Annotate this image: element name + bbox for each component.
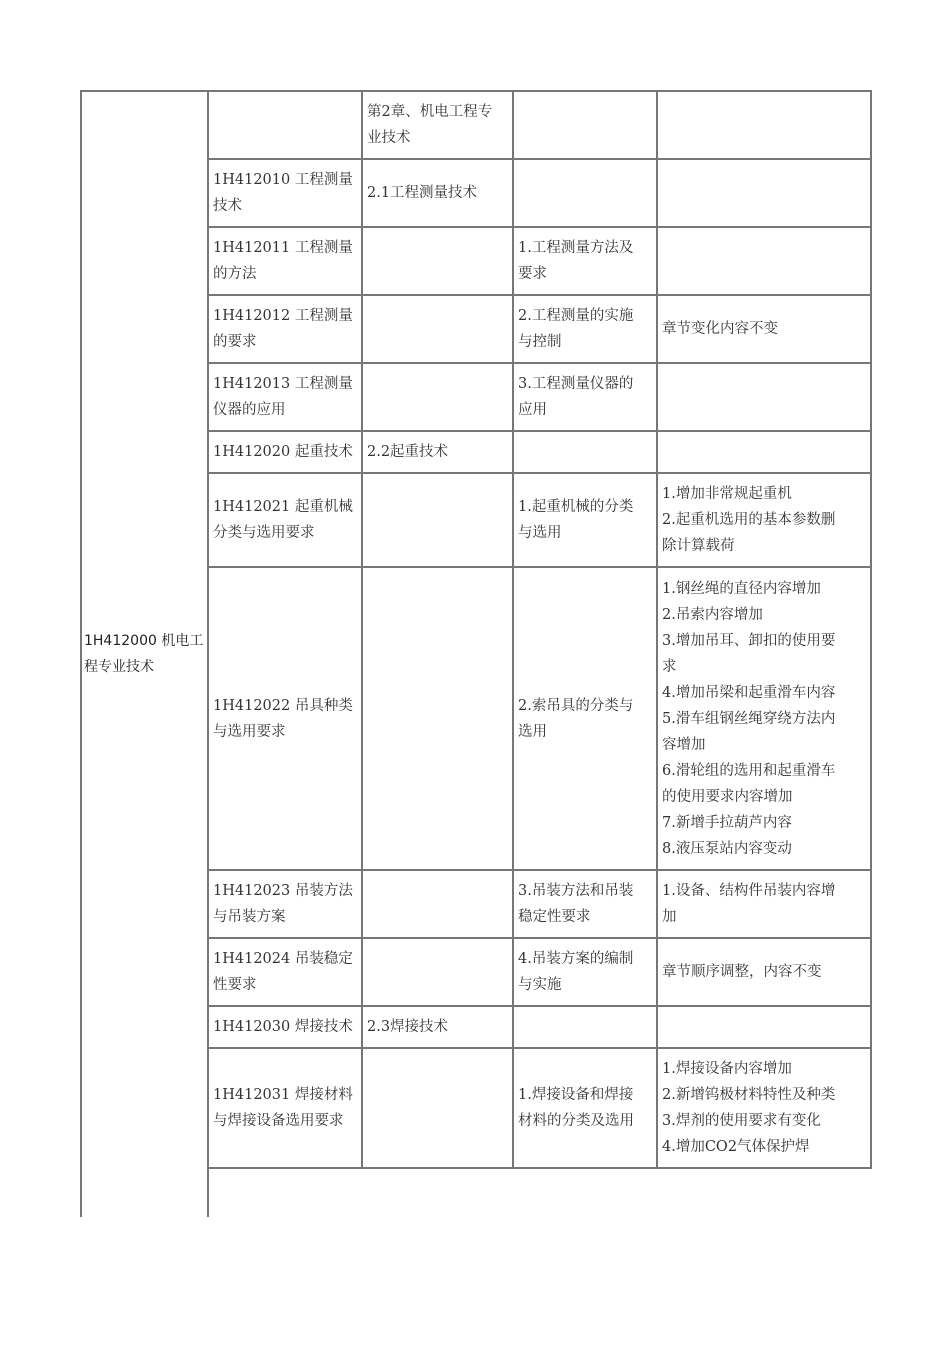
new-section-text: 1.焊接设备和焊接 材料的分类及选用 [518, 1087, 634, 1129]
old-code-cell [213, 228, 359, 294]
old-code-cell [213, 474, 359, 566]
new-chapter-cell [367, 1049, 510, 1167]
change-note-text: 1.增加非常规起重机 2.起重机选用的基本参数删 除计算载荷 [662, 486, 836, 554]
new-section-text: 1.起重机械的分类 与选用 [518, 499, 634, 541]
new-chapter-cell [367, 871, 510, 937]
old-code-cell [213, 432, 359, 472]
old-code-text: 1H412022 吊具种类 与选用要求 [213, 697, 353, 740]
new-section-text: 3.吊装方法和吊装 稳定性要求 [518, 883, 634, 925]
new-chapter-cell [367, 160, 510, 226]
new-section-cell [518, 296, 654, 362]
change-note-cell [662, 92, 868, 158]
new-section-cell [518, 228, 654, 294]
new-section-text: 1.工程测量方法及 要求 [518, 240, 634, 282]
old-code-cell [213, 160, 359, 226]
column-divider [656, 90, 658, 1169]
change-note-cell [662, 1007, 868, 1047]
row-divider [207, 1167, 872, 1169]
new-section-cell [518, 1007, 654, 1047]
column-divider [512, 90, 514, 1169]
new-chapter-cell [367, 92, 510, 158]
column-divider [361, 90, 363, 1169]
old-code-text: 1H412031 焊接材料 与焊接设备选用要求 [213, 1087, 353, 1129]
old-code-text: 1H412011 工程测量 的方法 [213, 240, 353, 282]
change-note-cell [662, 568, 868, 869]
new-chapter-cell [367, 364, 510, 430]
change-note-cell [662, 364, 868, 430]
new-chapter-cell [367, 939, 510, 1005]
new-chapter-cell [367, 432, 510, 472]
change-note-text: 章节变化内容不变 [662, 321, 778, 337]
new-section-cell [518, 568, 654, 869]
new-section-cell [518, 474, 654, 566]
section-title-cell [84, 90, 206, 1217]
new-section-cell [518, 160, 654, 226]
change-note-text: 1.焊接设备内容增加 2.新增钨极材料特性及种类 3.焊剂的使用要求有变化 4.增加CO2气体保护焊 [662, 1061, 836, 1155]
new-section-cell [518, 939, 654, 1005]
old-code-cell [213, 92, 359, 158]
new-section-cell [518, 92, 654, 158]
new-chapter-cell [367, 296, 510, 362]
change-note-text: 1.设备、结构件吊装内容增 加 [662, 883, 836, 925]
change-note-text: 章节顺序调整，内容不变 [662, 964, 822, 980]
old-code-text: 1H412024 吊装稳定 性要求 [213, 951, 353, 993]
change-note-cell [662, 871, 868, 937]
change-note-cell [662, 432, 868, 472]
new-chapter-text: 2.2起重技术 [367, 444, 449, 460]
old-code-text: 1H412012 工程测量 的要求 [213, 308, 353, 350]
old-code-text: 1H412010 工程测量 技术 [213, 172, 353, 214]
change-note-cell [662, 160, 868, 226]
old-code-cell [213, 568, 359, 869]
new-section-cell [518, 871, 654, 937]
old-code-text: 1H412013 工程测量 仪器的应用 [213, 376, 353, 418]
new-section-text: 2.工程测量的实施 与控制 [518, 308, 634, 350]
old-code-cell [213, 1007, 359, 1047]
old-code-text: 1H412030 焊接技术 [213, 1019, 353, 1035]
change-note-cell [662, 474, 868, 566]
old-code-text: 1H412023 吊装方法 与吊装方案 [213, 883, 353, 925]
old-code-cell [213, 296, 359, 362]
new-chapter-text: 第2章、机电工程专 业技术 [367, 104, 493, 146]
new-chapter-cell [367, 228, 510, 294]
table-border-left [80, 90, 82, 1217]
new-section-cell [518, 1049, 654, 1167]
change-note-text: 1.钢丝绳的直径内容增加 2.吊索内容增加 3.增加吊耳、卸扣的使用要 求 4.增加吊梁和起重滑车内容 5.滑车组钢丝绳穿绕方法内 容增加 6.滑轮组的选用和起重滑车 的使用要求内容增加 7.新增手拉葫芦内容 8.液压泵站内容变动 [662, 580, 836, 857]
new-section-text: 2.索吊具的分类与 选用 [518, 697, 634, 740]
section-title: 1H412000 机电工 程专业技术 [84, 632, 204, 675]
new-chapter-cell [367, 474, 510, 566]
old-code-cell [213, 939, 359, 1005]
new-chapter-text: 2.3焊接技术 [367, 1019, 449, 1035]
new-chapter-cell [367, 1007, 510, 1047]
old-code-cell [213, 364, 359, 430]
new-section-cell [518, 432, 654, 472]
old-code-text: 1H412020 起重技术 [213, 444, 353, 460]
change-note-cell [662, 939, 868, 1005]
new-chapter-text: 2.1工程测量技术 [367, 185, 478, 201]
old-code-cell [213, 871, 359, 937]
new-section-text: 3.工程测量仪器的 应用 [518, 376, 634, 418]
old-code-text: 1H412021 起重机械 分类与选用要求 [213, 499, 353, 541]
new-section-text: 4.吊装方案的编制 与实施 [518, 951, 634, 993]
table-border-right [870, 90, 872, 1169]
change-note-cell [662, 296, 868, 362]
change-note-cell [662, 1049, 868, 1167]
new-chapter-cell [367, 568, 510, 869]
change-note-cell [662, 228, 868, 294]
old-code-cell [213, 1049, 359, 1167]
new-section-cell [518, 364, 654, 430]
